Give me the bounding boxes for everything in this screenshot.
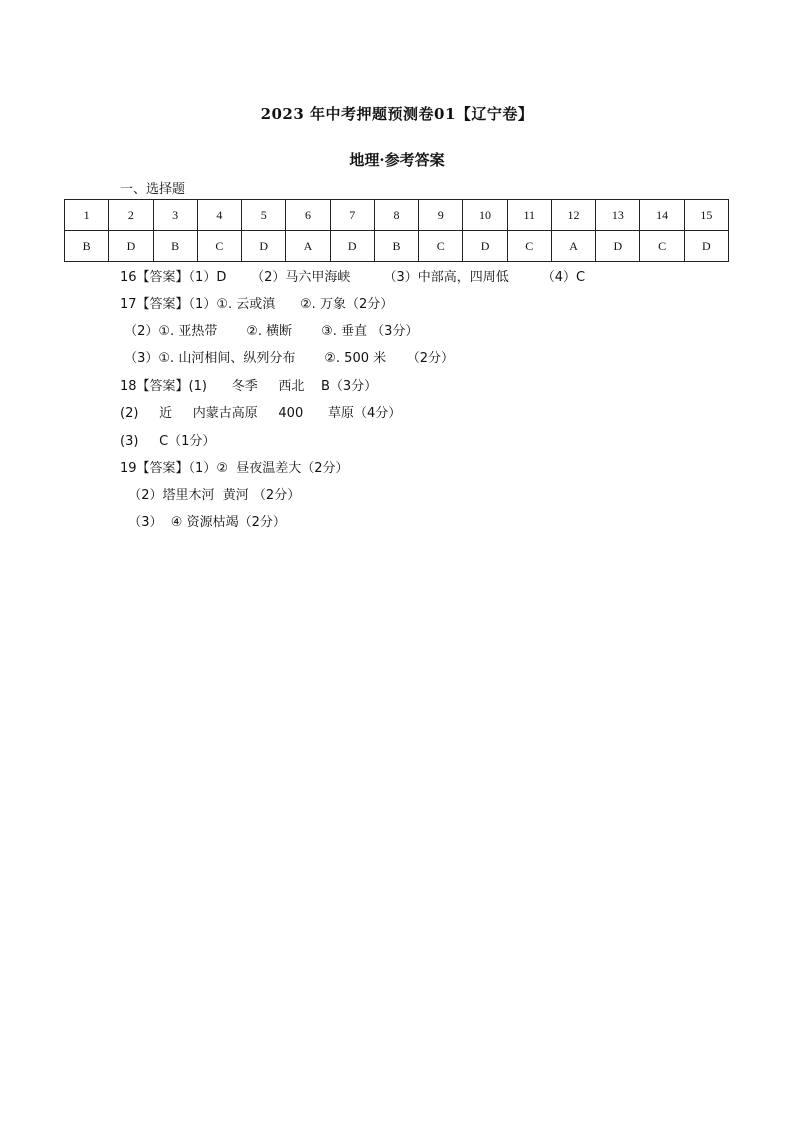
- question-number: 13: [596, 200, 640, 231]
- answer-cell: C: [640, 231, 684, 262]
- answer-cell: A: [286, 231, 330, 262]
- answer-table-header-row: [65, 200, 729, 231]
- answer-cell: A: [551, 231, 595, 262]
- question-number: 4: [197, 200, 241, 231]
- question-number: 8: [374, 200, 418, 231]
- answer-line-q18-1: 18【答案】(1) 冬季 西北 B（3分）: [120, 379, 378, 394]
- question-number: 3: [153, 200, 197, 231]
- question-number: 1: [65, 200, 109, 231]
- section-heading: 一、选择题: [120, 182, 186, 197]
- answer-cell: B: [153, 231, 197, 262]
- question-number: 12: [551, 200, 595, 231]
- answer-cell: D: [109, 231, 153, 262]
- answer-cell: D: [684, 231, 728, 262]
- page-title: 2023 年中考押题预测卷01【辽宁卷】: [260, 105, 534, 123]
- answer-cell: B: [374, 231, 418, 262]
- answer-line-q19-3: （3） ④ 资源枯竭（2分）: [120, 515, 286, 530]
- answer-line-q19-1: 19【答案】（1）② 昼夜温差大（2分）: [120, 461, 349, 476]
- answer-line-q16: 16【答案】（1）D （2）马六甲海峡 （3）中部高，四周低 （4）C: [120, 270, 586, 285]
- question-number: 5: [242, 200, 286, 231]
- question-number: 14: [640, 200, 684, 231]
- answer-cell: D: [463, 231, 507, 262]
- answer-line-q17-2: （2）①. 亚热带 ②. 横断 ③. 垂直 （3分）: [120, 324, 419, 339]
- answer-cell: B: [65, 231, 109, 262]
- answer-cell: C: [507, 231, 551, 262]
- answer-line-q18-3: (3) C（1分）: [120, 434, 216, 449]
- question-number: 11: [507, 200, 551, 231]
- answer-line-q17-3: （3）①. 山河相间、纵列分布 ②. 500 米 （2分）: [120, 351, 455, 366]
- question-number: 2: [109, 200, 153, 231]
- answer-cell: D: [242, 231, 286, 262]
- answer-line-q19-2: （2）塔里木河 黄河 （2分）: [120, 488, 301, 503]
- answer-table-answer-row: [65, 231, 729, 262]
- page-subtitle: 地理·参考答案: [349, 151, 445, 169]
- question-number: 7: [330, 200, 374, 231]
- answer-cell: C: [419, 231, 463, 262]
- question-number: 15: [684, 200, 728, 231]
- answer-cell: D: [596, 231, 640, 262]
- question-number: 6: [286, 200, 330, 231]
- answer-cell: D: [330, 231, 374, 262]
- answer-table: [64, 199, 729, 262]
- answer-line-q17-1: 17【答案】（1）①. 云或滇 ②. 万象（2分）: [120, 297, 394, 312]
- question-number: 10: [463, 200, 507, 231]
- answer-cell: C: [197, 231, 241, 262]
- answer-line-q18-2: (2) 近 内蒙古高原 400 草原（4分）: [120, 406, 402, 421]
- question-number: 9: [419, 200, 463, 231]
